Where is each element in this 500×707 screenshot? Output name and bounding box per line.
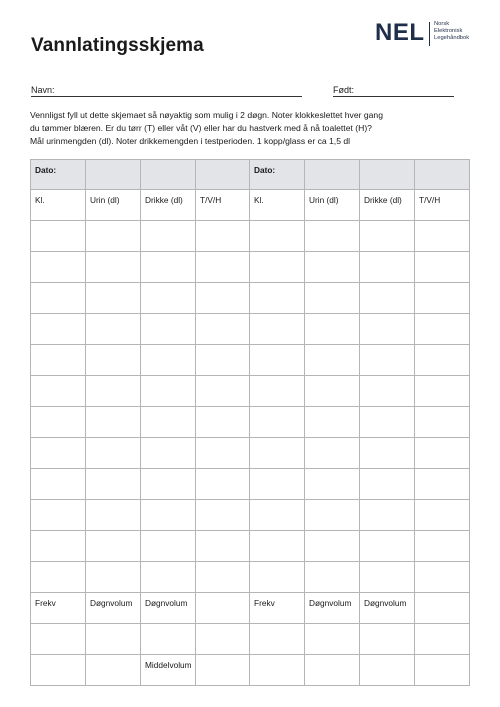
column-header: Urin (dl) [305,190,360,221]
page-title: Vannlatingsskjema [31,35,204,56]
entry-cell[interactable] [250,438,305,469]
entry-cell[interactable] [31,531,86,562]
born-label: Født: [333,85,355,95]
date-label: Dato: [254,165,276,175]
entry-row [31,438,470,469]
entry-cell[interactable] [86,252,141,283]
entry-cell[interactable] [305,314,360,345]
entry-cell[interactable] [86,438,141,469]
table-cell[interactable] [196,655,250,686]
entry-cell[interactable] [86,562,141,593]
entry-cell[interactable] [86,500,141,531]
table-cell[interactable] [305,655,360,686]
entry-cell[interactable] [250,252,305,283]
entry-cell[interactable] [86,407,141,438]
entry-row [31,345,470,376]
entry-rows [31,221,470,593]
date-cell-day-1[interactable] [31,160,86,190]
entry-cell[interactable] [141,345,196,376]
entry-cell[interactable] [360,376,415,407]
entry-cell[interactable] [360,221,415,252]
middle-volume-cell[interactable]: Middelvolum [141,655,196,686]
table-cell[interactable] [141,160,196,190]
summary-cell[interactable] [415,593,470,624]
entry-cell[interactable] [141,283,196,314]
entry-cell[interactable] [250,376,305,407]
entry-cell[interactable] [196,221,250,252]
entry-cell[interactable] [305,252,360,283]
summary-cell[interactable] [196,593,250,624]
entry-cell[interactable] [31,438,86,469]
entry-cell[interactable] [415,314,470,345]
entry-cell[interactable] [250,531,305,562]
entry-cell[interactable] [196,252,250,283]
entry-cell[interactable] [360,438,415,469]
entry-row [31,500,470,531]
entry-row [31,376,470,407]
entry-row [31,531,470,562]
summary-cell[interactable]: Døgnvolum [86,593,141,624]
table-cell[interactable] [86,160,141,190]
entry-cell[interactable] [415,376,470,407]
entry-row [31,562,470,593]
logo-line-1: Norsk [434,21,450,27]
voiding-diary-table [30,159,470,686]
table-cell[interactable] [415,160,470,190]
entry-row [31,314,470,345]
entry-cell[interactable] [415,252,470,283]
table-cell[interactable] [250,624,305,655]
entry-cell[interactable] [250,345,305,376]
table-cell[interactable] [360,160,415,190]
born-field[interactable] [333,96,454,97]
table-cell[interactable] [250,655,305,686]
entry-cell[interactable] [250,500,305,531]
date-row [31,160,470,190]
entry-cell[interactable] [360,283,415,314]
entry-cell[interactable] [305,407,360,438]
entry-cell[interactable] [86,531,141,562]
column-header: T/V/H [415,190,470,221]
logo-mark: NEL [375,19,425,46]
entry-cell[interactable] [31,500,86,531]
entry-cell[interactable] [360,500,415,531]
middle-volume-row [31,655,470,686]
summary-row [31,593,470,624]
table-cell[interactable] [196,624,250,655]
entry-cell[interactable] [360,345,415,376]
entry-cell[interactable] [86,345,141,376]
entry-cell[interactable] [141,252,196,283]
entry-cell[interactable] [360,469,415,500]
entry-row [31,252,470,283]
entry-cell[interactable] [196,562,250,593]
entry-cell[interactable] [415,345,470,376]
entry-cell[interactable] [86,221,141,252]
entry-cell[interactable] [141,531,196,562]
entry-cell[interactable] [250,469,305,500]
entry-cell[interactable] [196,438,250,469]
entry-cell[interactable] [305,221,360,252]
entry-cell[interactable] [360,314,415,345]
entry-cell[interactable] [141,221,196,252]
summary-blank-row [31,624,470,655]
entry-cell[interactable] [415,531,470,562]
table-cell[interactable] [305,160,360,190]
entry-cell[interactable] [360,562,415,593]
entry-cell[interactable] [141,407,196,438]
entry-cell[interactable] [415,407,470,438]
entry-cell[interactable] [415,283,470,314]
entry-cell[interactable] [305,376,360,407]
table-cell[interactable] [86,624,141,655]
instruction-line: Mål urinmengden (dl). Noter drikkemengden i testperioden. 1 kopp/glass er ca 1,5 dl [30,136,351,146]
entry-cell[interactable] [31,314,86,345]
column-header: T/V/H [196,190,250,221]
entry-cell[interactable] [196,314,250,345]
entry-cell[interactable] [141,314,196,345]
entry-cell[interactable] [360,407,415,438]
entry-cell[interactable] [305,438,360,469]
entry-cell[interactable] [415,469,470,500]
entry-cell[interactable] [415,562,470,593]
entry-cell[interactable] [305,345,360,376]
logo-line-3: Legehåndbok [434,35,470,41]
table-cell[interactable] [360,655,415,686]
entry-cell[interactable] [86,314,141,345]
entry-row [31,469,470,500]
entry-cell[interactable] [141,376,196,407]
table-cell[interactable] [415,624,470,655]
entry-cell[interactable] [141,500,196,531]
column-header: Kl. [250,190,305,221]
entry-cell[interactable] [196,407,250,438]
entry-cell[interactable] [31,283,86,314]
entry-cell[interactable] [360,252,415,283]
entry-cell[interactable] [196,376,250,407]
instruction-line: Vennligst fyll ut dette skjemaet så nøyaktig som mulig i 2 døgn. Noter klokkeslettet hver gang [30,110,383,120]
entry-cell[interactable] [305,283,360,314]
column-header: Kl. [31,190,86,221]
name-field[interactable] [31,96,302,97]
instruction-line: du tømmer blæren. Er du tørr (T) eller våt (V) eller har du hastverk med å nå toalettet (H)? [30,123,372,133]
entry-cell[interactable] [250,221,305,252]
entry-row [31,221,470,252]
instructions [30,109,430,148]
summary-cell[interactable]: Døgnvolum [305,593,360,624]
table-cell[interactable] [141,624,196,655]
entry-cell[interactable] [196,469,250,500]
entry-cell[interactable] [141,469,196,500]
entry-cell[interactable] [86,376,141,407]
entry-cell[interactable] [305,562,360,593]
column-header: Drikke (dl) [141,190,196,221]
table-cell[interactable] [305,624,360,655]
entry-cell[interactable] [31,469,86,500]
name-label: Navn: [31,85,55,95]
entry-cell[interactable] [250,283,305,314]
entry-cell[interactable] [141,438,196,469]
column-header: Drikke (dl) [360,190,415,221]
entry-cell[interactable] [196,283,250,314]
entry-cell[interactable] [305,531,360,562]
entry-cell[interactable] [196,531,250,562]
entry-cell[interactable] [31,376,86,407]
entry-cell[interactable] [86,283,141,314]
date-label: Dato: [35,165,57,175]
logo-line-2: Elektronisk [434,28,463,34]
table-cell[interactable] [31,655,86,686]
entry-row [31,407,470,438]
entry-cell[interactable] [305,500,360,531]
table-cell[interactable] [86,655,141,686]
entry-cell[interactable] [415,438,470,469]
entry-cell[interactable] [31,562,86,593]
entry-cell[interactable] [305,469,360,500]
entry-cell[interactable] [415,500,470,531]
entry-cell[interactable] [360,531,415,562]
logo-text [434,21,469,42]
entry-cell[interactable] [31,252,86,283]
table-cell[interactable] [31,624,86,655]
summary-cell[interactable]: Frekv [31,593,86,624]
summary-cell[interactable]: Døgnvolum [360,593,415,624]
column-header: Urin (dl) [86,190,141,221]
entry-cell[interactable] [196,345,250,376]
logo-divider [429,22,430,46]
table-cell[interactable] [360,624,415,655]
table-cell[interactable] [196,160,250,190]
entry-cell[interactable] [31,345,86,376]
entry-cell[interactable] [196,500,250,531]
entry-cell[interactable] [141,562,196,593]
entry-cell[interactable] [250,314,305,345]
entry-cell[interactable] [250,407,305,438]
entry-row [31,283,470,314]
summary-cell[interactable]: Døgnvolum [141,593,196,624]
entry-cell[interactable] [31,407,86,438]
entry-cell[interactable] [415,221,470,252]
date-cell-day-2[interactable] [250,160,305,190]
table-cell[interactable] [415,655,470,686]
entry-cell[interactable] [86,469,141,500]
column-header-row [31,190,470,221]
entry-cell[interactable] [250,562,305,593]
entry-cell[interactable] [31,221,86,252]
summary-cell[interactable]: Frekv [250,593,305,624]
